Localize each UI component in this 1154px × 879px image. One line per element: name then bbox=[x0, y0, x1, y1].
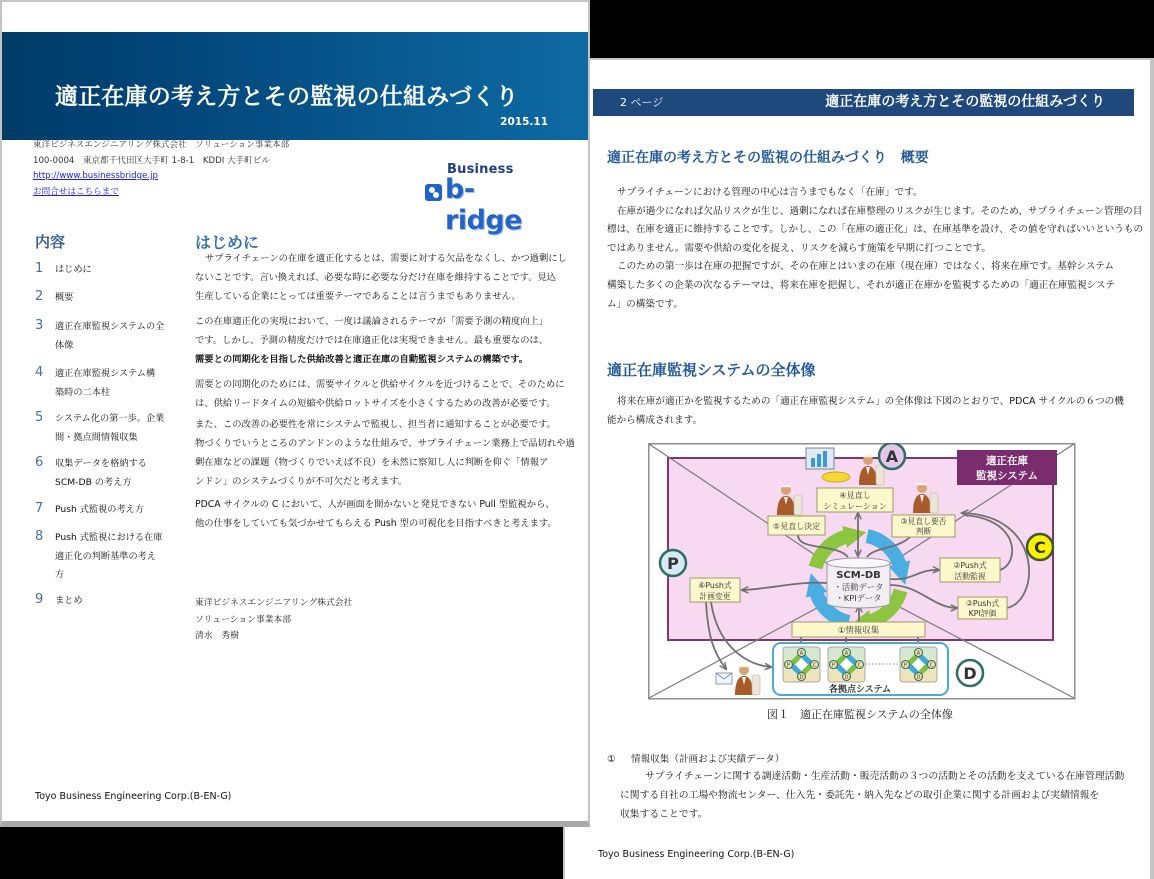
emphasis-line: 需要との同期化を目指した供給改善と適正在庫の自動監視システムの構築です。 bbox=[195, 354, 529, 365]
text-line: ンドン」のシステムづくりが不可欠だと考えます。 bbox=[195, 476, 408, 487]
page-number-label: 2 ページ bbox=[620, 96, 664, 109]
tile-letter: C bbox=[929, 662, 934, 669]
tile-letter: P bbox=[903, 662, 908, 669]
mail-icon bbox=[716, 673, 732, 684]
db-item: ・KPIデータ bbox=[835, 593, 882, 603]
box-label: 計画変更 bbox=[699, 592, 731, 601]
intro-paragraph bbox=[195, 312, 548, 369]
intro-paragraph bbox=[195, 495, 557, 533]
toc-heading: 内容 bbox=[35, 233, 66, 251]
text-line: 標は、在庫を適正に維持することです。しかし、この「在庫の適正化」は、在庫基準を設け、その値を守ればいいというもの bbox=[607, 224, 1144, 236]
box-judgement bbox=[892, 515, 955, 537]
tile-letter: D bbox=[844, 674, 849, 681]
toc-label-line: 間・拠点間情報収集 bbox=[55, 431, 138, 443]
toc-number: 6 bbox=[35, 455, 44, 470]
toc-label-line: 築時の二本柱 bbox=[55, 386, 111, 398]
text-line: 他の仕事をしていても気づかせてもらえる Push 型の可視化を目指すべきと考えます。 bbox=[195, 518, 557, 529]
site-tile bbox=[900, 647, 937, 682]
scm-db-cylinder bbox=[827, 558, 890, 608]
text-line: 剰在庫などの課題（物づくりでいえば不良）を未然に察知し人に判断を仰ぐ「情報ア bbox=[195, 457, 549, 468]
toc-label-line: 適正化の判断基準の考え bbox=[55, 550, 157, 562]
text-line: また、この改善の必要性を常にシステムで監視し、担当者に通知することが必要です。 bbox=[195, 419, 556, 430]
tile-letter: D bbox=[916, 674, 921, 681]
title-banner bbox=[2, 32, 588, 140]
toc-label-line: 概要 bbox=[55, 292, 74, 303]
text-line: この在庫適正化の実現において、一度は議論されるテーマが「需要予測の精度向上」 bbox=[195, 316, 549, 327]
phase-letter: P bbox=[667, 554, 679, 573]
toc-label bbox=[55, 410, 164, 447]
page-footer: Toyo Business Engineering Corp.(B-EN-G) bbox=[35, 791, 232, 802]
sites-label: 各拠点システム bbox=[828, 685, 892, 695]
author-division: ソリューション事業本部 bbox=[195, 614, 292, 625]
text-line: 将来在庫が適正かを監視するための「適正在庫監視システム」の全体像は下図のとおりで、PDCA サイクルの６つの機 bbox=[617, 396, 1124, 407]
company-address: 100-0004 東京都千代田区大手町 1-8-1 KDDI 大手町ビル bbox=[33, 155, 270, 166]
business-bridge-logo bbox=[423, 160, 543, 236]
publish-date: 2015.11 bbox=[500, 116, 548, 128]
toc-label-line: システム化の第一歩。企業 bbox=[55, 413, 165, 424]
box-label: 活動監視 bbox=[954, 572, 986, 581]
intro-paragraph bbox=[195, 375, 564, 413]
system-label bbox=[957, 450, 1057, 485]
company-info bbox=[33, 138, 289, 200]
text-line: は、供給リードタイムの短縮や供給ロットサイズを小さくするための改善が必要です。 bbox=[195, 398, 556, 409]
toc-label bbox=[55, 289, 73, 308]
phase-c-badge bbox=[1027, 534, 1053, 560]
box-collection bbox=[792, 622, 925, 637]
text-line: ないことです。言い換えれば、必要な時に必要な分だけ在庫を維持することです。見込 bbox=[195, 272, 557, 283]
text-line: 物づくりでいうところのアンドンのような仕組みで、サプライチェーン業務上で品切れや過 bbox=[195, 438, 575, 449]
document-page-2 bbox=[563, 58, 1154, 879]
logo-mark-icon bbox=[425, 184, 442, 201]
page-header-band bbox=[593, 89, 1134, 116]
site-systems bbox=[773, 643, 948, 695]
tile-letter: D bbox=[799, 674, 804, 681]
toc-label-line: 適正在庫監視システムの全 bbox=[55, 321, 165, 332]
box-label: ⑥Push式 bbox=[698, 581, 732, 590]
tile-letter: C bbox=[812, 662, 817, 669]
toc-label-line: まとめ bbox=[55, 595, 83, 606]
box-label: KPI評価 bbox=[968, 609, 997, 618]
text-line: 需要との同期化のためには、需要サイクルと供給サイクルを近づけることで、そのために bbox=[195, 379, 565, 390]
db-title: SCM-DB bbox=[836, 570, 881, 581]
toc-label bbox=[55, 365, 155, 402]
toc-label-line: 体像 bbox=[55, 339, 74, 351]
toc-number: 9 bbox=[35, 592, 44, 607]
toc-number: 8 bbox=[35, 529, 44, 544]
toc-label-line: 方 bbox=[55, 569, 65, 580]
toc-number: 7 bbox=[35, 501, 44, 516]
phase-letter: C bbox=[1034, 538, 1046, 557]
box-label: ⑤見直し決定 bbox=[772, 522, 821, 531]
intro-paragraph bbox=[195, 249, 567, 306]
tile-letter: A bbox=[916, 650, 921, 657]
site-tile bbox=[783, 647, 820, 682]
box-push-kpi bbox=[958, 597, 1007, 619]
site-tile bbox=[828, 647, 865, 682]
toc-number: 4 bbox=[35, 365, 44, 380]
tile-letter: A bbox=[844, 650, 849, 657]
text-line: 構築した多くの企業の次なるテーマは、将来在庫を把握し、それが適正在庫かを監視するための「適正在庫監視システ bbox=[607, 279, 1115, 291]
author-company: 東洋ビジネスエンジニアリング株式会社 bbox=[195, 598, 353, 608]
toc-label-line: はじめに bbox=[55, 264, 92, 275]
db-item: ・活動データ bbox=[833, 582, 884, 592]
box-push-activity bbox=[940, 558, 1000, 582]
text-line: です。しかし、予測の精度だけでは在庫適正化は実現できません。最も重要なのは、 bbox=[195, 335, 549, 346]
phase-a-badge bbox=[879, 443, 905, 469]
box-label: ③見直し要否 bbox=[900, 517, 947, 526]
toc-label bbox=[55, 455, 147, 492]
box-label: シミュレーション bbox=[823, 502, 887, 511]
document-page-1 bbox=[0, 0, 590, 827]
toc-number: 1 bbox=[35, 261, 44, 276]
section-heading-system: 適正在庫監視システムの全体像 bbox=[607, 361, 816, 379]
toc-label bbox=[55, 261, 92, 280]
toc-label bbox=[55, 501, 144, 520]
company-name-division: 東洋ビジネスエンジニアリング株式会社 ソリューション事業本部 bbox=[33, 140, 290, 150]
tile-letter: C bbox=[857, 662, 862, 669]
document-title: 適正在庫の考え方とその監視の仕組みづくり bbox=[55, 84, 519, 110]
toc-label-line: Push 式監視の考え方 bbox=[55, 504, 145, 515]
page-footer: Toyo Business Engineering Corp.(B-EN-G) bbox=[598, 849, 795, 860]
box-label: ④見直し bbox=[839, 491, 871, 500]
system-label-text: 適正在庫 bbox=[986, 455, 1028, 467]
text-line: 生産している企業にとっては重要テーマであることは言うまでもありません。 bbox=[195, 291, 521, 302]
toc-label bbox=[55, 318, 164, 355]
phase-letter: A bbox=[885, 447, 899, 466]
system-diagram bbox=[648, 443, 1078, 702]
tile-letter: A bbox=[799, 650, 804, 657]
system-label-text: 監視システム bbox=[976, 470, 1038, 482]
text-line: このための第一歩は在庫の把握ですが、その在庫とはいまの在庫（現在庫）ではなく、将来在庫です。基幹システム bbox=[617, 261, 1114, 273]
logo-text-bottom: b-ridge bbox=[445, 174, 523, 236]
tile-letter: P bbox=[831, 662, 836, 669]
overview-paragraph bbox=[607, 184, 1143, 314]
toc-label bbox=[55, 592, 83, 611]
toc-label-line: 収集データを格納する bbox=[55, 458, 147, 469]
contact-link[interactable]: お問合せはこちらまで bbox=[33, 186, 119, 197]
text-line: サプライチェーンに関する調達活動・生産活動・販売活動の３つの活動とその活動を支えている在庫管理活動 bbox=[645, 771, 1125, 782]
author-block bbox=[195, 595, 352, 645]
text-line: サプライチェーンにおける管理の中心は言うまでもなく「在庫」です。 bbox=[617, 187, 923, 198]
box-label: ①情報収集 bbox=[837, 626, 880, 636]
figure-caption: 図１ 適正在庫監視システムの全体像 bbox=[767, 708, 953, 721]
phase-p-badge bbox=[660, 550, 686, 576]
text-line: PDCA サイクルの C において、人が画面を開かないと発見できない Pull 型監視から、 bbox=[195, 499, 555, 510]
box-label: 判断 bbox=[915, 527, 932, 536]
logo-text-top: Business bbox=[447, 162, 514, 177]
toc-label-line: SCM-DB の考え方 bbox=[55, 476, 132, 488]
section-heading-overview: 適正在庫の考え方とその監視の仕組みづくり 概要 bbox=[607, 150, 929, 166]
toc-number: 2 bbox=[35, 289, 44, 304]
figure-inventory-monitoring-system bbox=[648, 443, 1078, 702]
box-label: ②Push式 bbox=[965, 599, 1000, 608]
box-decision bbox=[768, 516, 825, 535]
text-line: に関する自社の工場や物流センター、仕入先・委託先・納入先などの取引企業に関する計画および実績情報を bbox=[620, 790, 1100, 801]
phase-letter: D bbox=[963, 664, 977, 683]
item-title: 情報収集（計画および実績データ） bbox=[631, 754, 785, 765]
text-line: 能から構成されます。 bbox=[607, 414, 703, 426]
text-line: ではありません。需要や供給の変化を捉え、リスクを減らす施策を早期に打つことです。 bbox=[607, 242, 991, 254]
running-title: 適正在庫の考え方とその監視の仕組みづくり bbox=[825, 94, 1105, 110]
toc-label bbox=[55, 529, 162, 585]
website-link[interactable]: http://www.businessbridge.jp bbox=[33, 171, 158, 181]
phase-d-badge bbox=[957, 660, 983, 686]
text-line: サプライチェーンの在庫を適正化するとは、需要に対する欠品をなくし、かつ過剰にし bbox=[205, 253, 567, 264]
box-push-plan bbox=[690, 578, 740, 602]
text-line: 在庫が過少になれば欠品リスクが生じ、過剰になれば在庫整理のリスクが生じます。そのため、サプライチェーン管理の目 bbox=[617, 205, 1143, 217]
toc-number: 3 bbox=[35, 318, 44, 333]
box-label: ②Push式 bbox=[953, 561, 987, 570]
intro-heading: はじめに bbox=[195, 233, 260, 252]
system-paragraph bbox=[607, 393, 1124, 430]
intro-paragraph bbox=[195, 415, 575, 491]
toc-number: 5 bbox=[35, 410, 44, 425]
item-1-body bbox=[620, 767, 1124, 824]
box-simulation bbox=[817, 488, 893, 512]
text-line: ム」の構築です。 bbox=[607, 298, 683, 310]
item-number: ① bbox=[607, 754, 616, 765]
text-line: 収集することです。 bbox=[620, 809, 708, 820]
toc-label-line: Push 式監視における在庫 bbox=[55, 532, 163, 543]
tile-letter: P bbox=[786, 662, 791, 669]
toc-label-line: 適正在庫監視システム構 bbox=[55, 368, 156, 379]
author-name: 清水 秀樹 bbox=[195, 631, 239, 641]
